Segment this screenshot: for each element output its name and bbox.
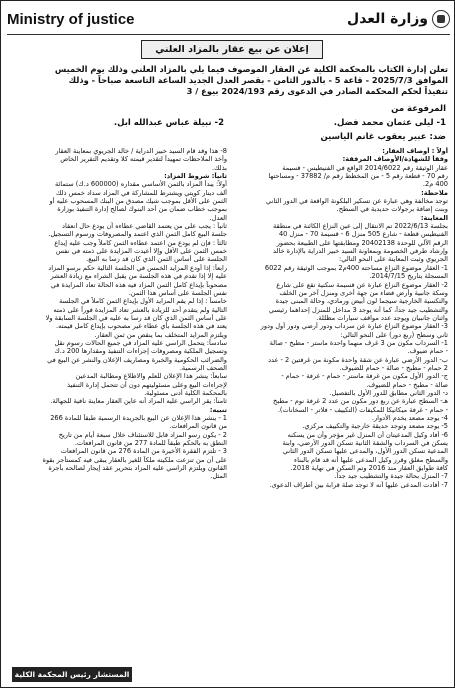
text-line: صالة - مطبخ - حمام للضيوف. bbox=[366, 380, 448, 389]
section-heading: تنبيه: bbox=[209, 405, 227, 414]
text-line: الصحف الرسمية. bbox=[179, 363, 227, 372]
text-line: 5- يوجد مصعد وتوجد حديقة خارجية والتكييف مركزي. bbox=[302, 422, 448, 431]
text-line: 7- أفادت المدعى عليها أنه لا توجد صلة قرابة بين أطراف الدعوى. bbox=[269, 480, 448, 489]
text-line: وسكة جانبية وأرض فضاء من جهة أخرى ومنزل آخر من الخلف bbox=[279, 288, 448, 297]
text-line: القانون ويلتزم الراسي عليه المزاد بتحرير عقد إيجار لصالحه بأجرة bbox=[48, 464, 227, 473]
text-line: من قانون المرافعات. bbox=[169, 422, 227, 431]
text-line: ثامناً: يقر الراسي عليه المزاد أنه عاين العقار معاينة نافية للجهالة. bbox=[50, 397, 227, 406]
ministry-arabic-label: وزارة العدل bbox=[347, 11, 428, 27]
text-line: ألف دينار كويتي ويشترط للمشاركة في المزاد سداد خمس ذلك bbox=[56, 188, 227, 197]
section-heading: ملاحظة: bbox=[421, 188, 448, 197]
text-line: 8- هذا وقد قام السيد خبير الدراية / خالد الجريوي بمعاينة العقار bbox=[55, 147, 227, 155]
text-line: على أن من تنزعت ملكيته ملكاً للغير بالعقار يبقى فيه كمستأجر بقوة bbox=[42, 455, 227, 464]
defendant: ضد: عبير يعقوب غانم الياسين bbox=[320, 132, 446, 142]
text-line: 6- أفاد وكيل المدعيتان أن المنزل غير مؤجر وأن من يسكنه bbox=[287, 430, 448, 439]
text-line: بجلسة 2022/6/13 تم الانتقال إلى عين النزاع الكائنة في منطقة bbox=[273, 222, 448, 231]
text-line: 7- المنزل بحالة جيدة والتشطيب جيد جداً. bbox=[334, 472, 448, 481]
text-line: وبنت إضافة برجولات حديدية في السطح. bbox=[336, 205, 448, 214]
text-line: سادساً: يتحمل الراسي عليه المزاد في جميع الحالات رسوم نقل bbox=[54, 338, 227, 347]
plaintiffs-heading: المرفوعة من bbox=[391, 104, 446, 114]
text-line: والسطح مغلق وقرر وكيل المدعى عليها أنه قد قام بالبناء bbox=[294, 455, 448, 464]
text-line: واثنان جانبيان ويوجد عدد مواقف سيارات مظللة. bbox=[316, 313, 448, 322]
text-line: المدعية تسكن الدور الأول، والمدعى عليها تسكن الدور الثاني bbox=[282, 447, 448, 456]
section-heading: ثانياً: شروط المزاد: bbox=[164, 172, 227, 181]
text-line: المثل. bbox=[210, 472, 227, 481]
text-line: ثانياً : يجب على من يعتمد القاضي عطاءه أن يودع حال انعقاد bbox=[62, 222, 227, 231]
text-line: الجلسة على أساس الثمن الذي كان قد رسا به البيع. bbox=[86, 255, 227, 264]
text-line: مصحوباً بإيداع كامل الثمن المزاد فيه هذه الحالة تعاد المزايدة في bbox=[50, 280, 227, 289]
section-heading: المعاينة: bbox=[420, 213, 448, 222]
text-line: يعتد في هذه الجلسة بأي عطاء غير مصحوب بإيداع كامل قيمته. bbox=[56, 322, 227, 331]
text-line: ويلتزم المزايد المتخلف بما ينقص من ثمن العقار. bbox=[94, 330, 227, 339]
plaintiff-1: 1- ليلى عثمان محمد فضل. bbox=[333, 118, 446, 128]
text-line: نفس الجلسة على أساس هذا الثمن. bbox=[128, 288, 227, 297]
ministry-arabic-title bbox=[347, 10, 450, 28]
intro-line: تنفيذاً لحكم المحكمة الصادر في الدعوى رقم 2024/193 بيوع / 3 bbox=[186, 86, 448, 96]
section-heading: أولاً : أوصاف العقار: bbox=[382, 147, 448, 155]
text-line: وتسجيل الملكية ومصروفات إجراءات التنفيذ ومقدارها 200 د.ك bbox=[54, 347, 227, 356]
text-line: 3 - تلتزم الفقرة الأخيرة من المادة 276 من قانون المرافعات bbox=[60, 447, 227, 456]
court-president-signature: المستشار رئيس المحكمة الكلية bbox=[12, 667, 132, 682]
text-line: أولاً: يبدأ المزاد بالثمن الأساسي مقداره (600000 د.ك) ستمائة bbox=[54, 180, 227, 189]
text-line: بموجب خطاب ضمان من أحد البنوك لصالح إدارة التنفيذ بوزارة bbox=[57, 205, 227, 214]
text-line: 1- العقار موضوع النزاع مساحته 400م2 بموجب الوثيقة رقم 6022 bbox=[264, 263, 448, 272]
text-line: عقار الوثيقة رقم 2014/6022 الواقع في الفنيطيس - قسيمة bbox=[282, 163, 448, 172]
text-line: - حمام ضيوف. bbox=[407, 347, 448, 356]
text-line: 4- يوجد مصعد يخدم الأدوار. bbox=[371, 414, 448, 422]
text-line: النطق به بالحكم طبقاً للمادة 277 من قانون المرافعات. bbox=[74, 439, 227, 448]
text-line: 400 م2. bbox=[422, 180, 448, 189]
text-line: المسجلة بتاريخ 2014/7/15. bbox=[369, 272, 448, 281]
text-line: والتكسية الخارجية سيجما لون أبيض ورمادي، وحالة المبنى جيدة bbox=[275, 297, 448, 306]
text-line: وإرشاد طرفي الخصومة وبمعاونة السيد خبير الدراية بالإدارة خالد bbox=[273, 247, 448, 256]
text-line: لإجراءات البيع وعلى مسئوليتهم دون أن تتحمل إدارة التنفيذ bbox=[67, 380, 227, 389]
text-line: 2 - يكون رسو المزاد قابل للاستئناف خلال سبعة أيام من تاريخ bbox=[58, 430, 227, 439]
text-line: العدل. bbox=[209, 213, 227, 222]
property-description-column bbox=[233, 147, 448, 489]
text-line: ب- الدور الأرضي عبارة عن شقة واحدة مكونة من غرفتين 2 - عدد bbox=[268, 355, 448, 364]
masthead bbox=[7, 7, 450, 31]
text-line: يسكن في السرداب والشقة الثانية تسكن الدور الأرضي، وابنة bbox=[282, 439, 448, 448]
text-line: الثمن على الأقل بموجب شيك مصدق من البنك المسحوب عليه أو bbox=[49, 197, 227, 206]
auction-terms-column bbox=[9, 147, 227, 481]
text-line: خامساً : إذا لم يقم المزايد الأول بإيداع الثمن كاملاً في الجلسة bbox=[59, 297, 227, 306]
text-line: التالية ولم يتقدم أحد للزيادة بالعشر تعاد المزايدة فوراً على ذمته bbox=[53, 305, 227, 314]
text-line: ج- الدور الأول مكون من غرفة ماستر - حمام - غرفة - حمام - bbox=[281, 372, 448, 381]
text-line: رقم 70 - قطعة رقم 5 - من المخطط رقم م/ 37882 - ومساحتها bbox=[268, 172, 448, 181]
text-line: الرقم الآلي للوحدة 20402138 ومطابقتها على الطبيعة بحضور bbox=[276, 238, 448, 247]
text-line: رابعاً: إذا أودع المزايد الخمس في الجلسة التالية حكم برسو المزاد bbox=[48, 263, 227, 272]
intro-line: تعلن إدارة الكتاب بالمحكمة الكلية عن العقار الموصوف فيما يلي بالمزاد العلني وذلك يوم الخميس bbox=[54, 64, 448, 74]
text-line: جلسة البيع كامل الثمن الذي اعتمد والمصروفات ورسوم التسجيل. bbox=[48, 230, 227, 239]
text-line: والتشطيب جيد جداً، كما أنه يوجد 3 مداخل للمنزل إحداهما رئيسي bbox=[268, 305, 448, 314]
text-line: والضرائب الحكومية والخبرة ومصاريف الإعلان والنشر عن البيع في bbox=[47, 355, 227, 364]
text-line: 2 حمام - مطبخ - صالة - حمام للضيوف. bbox=[339, 363, 448, 372]
text-line: بذلك. bbox=[212, 163, 227, 172]
text-line: بالمحكمة الكلية أدنى مسئولية. bbox=[144, 388, 227, 397]
text-line: د- الدور الثاني مطابق للدور الأول بالتفصيل. bbox=[329, 388, 448, 397]
text-line: عليه إلا إذا تقدم في هذه الجلسة من يقبل الشراء مع زيادة العشر bbox=[50, 272, 227, 281]
text-line: 1- السرداب مكون من 3 غرف منهما واحدة ماستر - مطبخ - صالة bbox=[269, 338, 448, 347]
text-line: الجريوي وثبت المعاينة على النحو التالي: bbox=[339, 255, 448, 264]
text-line: ثاني وسطح (ربع دور) على النحو التالي: bbox=[340, 330, 448, 339]
text-line: خمس الثمن على الأقل وإلا أعيدت المزايدة على ذمته في نفس bbox=[55, 247, 227, 256]
text-line: 2- العقار موضوع النزاع عبارة عن قسيمة سكنية تقع على شارع bbox=[276, 280, 448, 289]
text-line: 1 - ينشر هذا الإعلان عن البيع بالجريدة الرسمية طبقاً للمادة 266 bbox=[50, 414, 227, 422]
text-line: كافة طوابق العقار منذ 2016 وتم السكن في نهاية 2018. bbox=[290, 464, 448, 473]
text-line: هـ- السطح عبارة عن ربع دور مكون من عدد 2 غرفة نوم - مطبخ bbox=[273, 397, 448, 406]
text-line: على أساس الثمن الذي كان قد رسا به عليه في الجلسة السابقة ولا bbox=[45, 313, 227, 322]
text-line: توجد مخالفة وهي عبارة عن تسكير البلكونة الواقعة في الدور الثاني bbox=[266, 197, 448, 206]
ministry-emblem-icon bbox=[432, 10, 450, 28]
text-line: الفنيطيس قطعة - شارع 505 منزل 6 - قسيمة 70 - منزل 40 bbox=[278, 230, 448, 239]
notice-title: إعلان عن بيع عقار بالمزاد العلني bbox=[141, 40, 323, 59]
text-line: ثالثاً : فإن لم يودع من اعتمد عطاءه الثمن كاملاً وجب عليه إيداع bbox=[54, 238, 227, 247]
notice-intro bbox=[9, 64, 448, 97]
text-line: وأخذ الملاحظات تمهيداً لتقدير قيمته كلا وتقديم التقرير الخاص bbox=[60, 155, 227, 164]
text-line: - حمام - غرفة ميكانيكا للمكيفات (التكييف - فلاتر - السخانات). bbox=[277, 405, 448, 414]
ministry-english-title: Ministry of justice bbox=[7, 10, 135, 28]
header-divider bbox=[7, 34, 450, 35]
plaintiff-2: 2- نبيلة عباس عبدالله ابل. bbox=[113, 118, 224, 128]
intro-line: الموافق 2025/7/3 - قاعة 5 - بالدور الثامن - بقصر العدل الجديد الساعة التاسعة صباحاً - وذلك bbox=[68, 75, 448, 85]
section-heading: وفقاً للشهادة/الأوصاف المرفقة: bbox=[342, 155, 448, 164]
text-line: سابعاً: ينشر هذا الإعلان للعلم والاطلاع ومطالبة المدعين bbox=[75, 372, 227, 381]
text-line: 3- العقار موضوع النزاع عبارة عن سرداب ودور أرضي ودور أول ودور bbox=[260, 322, 448, 331]
